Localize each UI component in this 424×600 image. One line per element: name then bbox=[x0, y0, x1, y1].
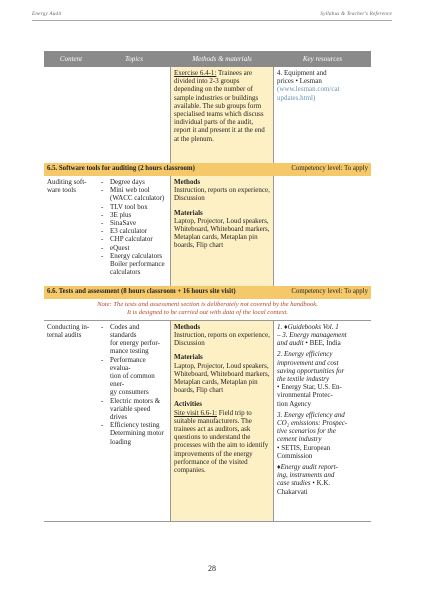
lesman-link[interactable]: (www.lesman.com/cat bbox=[277, 85, 340, 94]
competency-level: Competency level: To apply bbox=[291, 165, 368, 173]
topics-cell: - Degree days - Mini web tool (WACC calculator) - TLV tool box - 3E plus - SinaSave - E3 calculator - CHP calculator - eQuest - Energy calculators Boiler performance calculators bbox=[98, 176, 170, 286]
col-methods: Methods & materials bbox=[192, 54, 252, 63]
site-visit-link[interactable]: Site visit 6.6-1: bbox=[174, 408, 217, 417]
content-cell: Conducting in- ternal audits bbox=[47, 322, 90, 340]
resources-cell: 4. Equipment and prices • Lesman (www.lesman.com/cat updates.html) bbox=[274, 67, 371, 163]
resources-cell: 1. ♦Guidebooks Vol. 1 – 3. Energy management and audit • BEE, India 2. Energy efficiency improvement and cost saving opportunities for the textile industry • Energy Star, U.S. En- vironmental Protec- tion Agency 3. Energy efficiency and CO₂ emissions: Prospec- tive scenarios for the cement industry • SETIS, European Commission ♦Energy audit report- ing, instruments and case studies • K.K. Chakarvati bbox=[277, 322, 348, 496]
table-row bbox=[44, 176, 371, 286]
section-title: 6.5. Software tools for auditing (2 hours classroom) bbox=[47, 165, 195, 173]
lesman-link-cont[interactable]: updates.html) bbox=[277, 93, 316, 102]
methods-cell: Methods Instruction, reports on experience, Discussion Materials Laptop, Projector, Loud speakers, Whiteboard, Whiteboard markers, Metaplan cards, Metaplan pin boards, Flip chart Activities Site visit 6.6-1: Field trip to suitable manufacturers. The trainees act as auditors, ask questions to understand the processes with the aim to identify improvements of the energy performance of the visited companies. bbox=[170, 321, 274, 521]
section-title: 6.6. Tests and assessment (8 hours classroom + 16 hours site visit) bbox=[47, 288, 236, 296]
topics-cell: - Codes and standards for energy perfor- mance testing - Performance evalua- tion of common ener- gy consumers - Electric motors & variable speed drives - Efficiency testing Determining motor loading bbox=[98, 321, 170, 521]
table-row bbox=[44, 67, 371, 163]
col-topics: Topics bbox=[124, 54, 144, 63]
section-6-6 bbox=[44, 286, 371, 299]
header-right: Syllabus & Teacher's Reference bbox=[320, 11, 392, 17]
column-header-row bbox=[44, 51, 371, 67]
table-row bbox=[44, 321, 371, 521]
header-rule bbox=[32, 20, 392, 21]
page-number: 28 bbox=[208, 564, 216, 573]
col-content: Content bbox=[59, 54, 83, 63]
syllabus-table bbox=[44, 51, 371, 522]
methods-cell: Methods Instruction, reports on experience, Discussion Materials Laptop, Projector, Loud speakers, Whiteboard, Whiteboard markers, Metaplan cards, Metaplan pin boards, Flip chart bbox=[170, 176, 274, 286]
section-6-5 bbox=[44, 163, 371, 176]
competency-level: Competency level: To apply bbox=[291, 288, 368, 296]
handbook-note: Note: The tests and assessment section is deliberately not covered by the handbook. It is designed to be carried out with data of the local context. bbox=[97, 301, 318, 317]
header-left: Energy Audit bbox=[32, 11, 62, 17]
exercise-text: Trainees are divided into 2-3 groups depending on the number of sample industries or buildings available. The sub groups form specialised teams which discuss individual parts of the audit, report it and present it at the end at the plenum. bbox=[174, 69, 265, 143]
content-cell: Auditing soft- ware tools bbox=[47, 178, 87, 195]
methods-cell bbox=[170, 67, 274, 163]
col-resources: Key resources bbox=[302, 54, 343, 63]
exercise-link[interactable]: Exercise 6.4-1: bbox=[174, 69, 217, 77]
